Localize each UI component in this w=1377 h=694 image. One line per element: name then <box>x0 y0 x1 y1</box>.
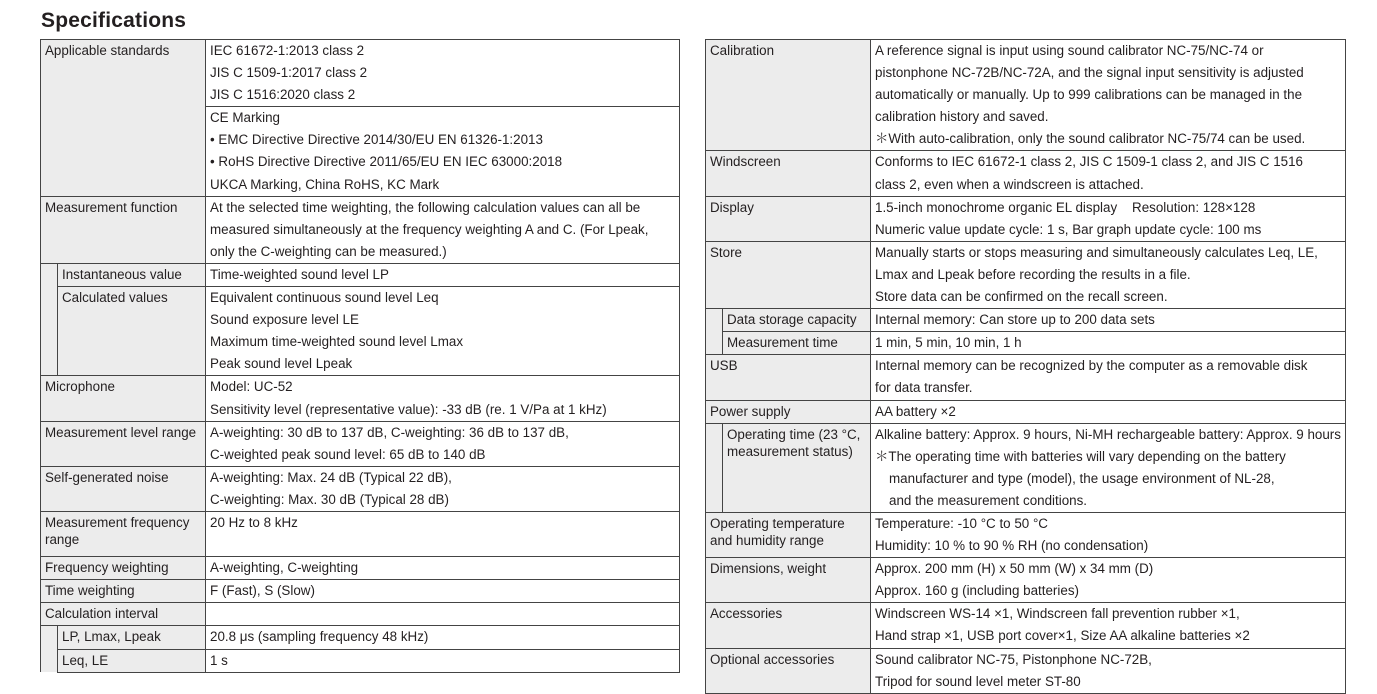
spec-row-display <box>706 196 1346 241</box>
spec-value-line: Temperature: -10 °C to 50 °C <box>875 515 1048 531</box>
spec-row-calculated-values <box>41 287 680 376</box>
spec-value-line: automatically or manually. Up to 999 calibrations can be managed in the <box>875 87 1303 103</box>
indent-spacer <box>41 263 58 375</box>
spec-value-line: Humidity: 10 % to 90 % RH (no condensation) <box>875 538 1149 554</box>
spec-label: Display <box>706 196 871 241</box>
spec-value-line: Conforms to IEC 61672-1 class 2, JIS C 1509-1 class 2, and JIS C 1516 <box>875 154 1303 170</box>
spec-value <box>871 423 1346 512</box>
spec-value <box>206 421 680 466</box>
spec-label: Accessories <box>706 603 871 648</box>
spec-value-line: A reference signal is input using sound calibrator NC-75/NC-74 or <box>875 43 1264 58</box>
spec-sublabel: Measurement time <box>723 332 871 355</box>
spec-value-line: A-weighting, C-weighting <box>210 560 359 576</box>
indent-spacer <box>706 423 723 512</box>
spec-value <box>871 309 1346 332</box>
spec-label: Measurement level range <box>41 421 206 466</box>
spec-value-line: Approx. 200 mm (H) x 50 mm (W) x 34 mm (D) <box>875 561 1154 577</box>
spec-value-line: only the C-weighting can be measured.) <box>210 243 447 259</box>
spec-row-interval-leq-le <box>41 649 680 672</box>
specifications-table-left <box>40 39 680 673</box>
spec-value-line: Internal memory can be recognized by the computer as a removable disk <box>875 358 1308 374</box>
spec-value-line: pistonphone NC-72B/NC-72A, and the signal input sensitivity is adjusted <box>875 65 1304 81</box>
spec-value-line: Equivalent continuous sound level Leq <box>210 290 439 306</box>
spec-value-line: 20 Hz to 8 kHz <box>210 514 298 530</box>
spec-row-operating-time <box>706 423 1346 512</box>
spec-value-line: ＊With auto-calibration, only the sound calibrator NC-75/74 can be used. <box>875 131 1306 147</box>
spec-value-line: At the selected time weighting, the following calculation values can all be <box>210 199 641 215</box>
spec-value-line: manufacturer and type (model), the usage environment of NL-28, <box>889 470 1275 486</box>
spec-label: Applicable standards <box>41 40 206 197</box>
spec-value-line: A-weighting: 30 dB to 137 dB, C-weighting: 36 dB to 137 dB, <box>210 424 569 440</box>
spec-row-dimensions-weight <box>706 558 1346 603</box>
indent-spacer <box>41 626 58 672</box>
spec-sublabel: Operating time (23 °C, measurement status) <box>723 423 871 512</box>
spec-value-line: Tripod for sound level meter ST-80 <box>875 673 1081 689</box>
spec-value-line: Peak sound level Lpeak <box>210 356 353 372</box>
spec-value-line: and the measurement conditions. <box>889 492 1088 508</box>
spec-row-calibration <box>706 40 1346 151</box>
spec-value <box>206 649 680 672</box>
indent-spacer <box>706 309 723 355</box>
spec-value <box>206 107 680 196</box>
spec-value <box>206 287 680 376</box>
spec-value-line: 20.8 μs (sampling frequency 48 kHz) <box>210 629 429 645</box>
spec-row-optional-accessories <box>706 648 1346 693</box>
spec-label: Frequency weighting <box>41 557 206 580</box>
spec-value-line: • RoHS Directive Directive 2011/65/EU EN IEC 63000:2018 <box>210 154 563 170</box>
spec-label: Dimensions, weight <box>706 558 871 603</box>
spec-label: Operating temperature and humidity range <box>706 512 871 557</box>
spec-row-operating-temperature <box>706 512 1346 557</box>
spec-label: Windscreen <box>706 151 871 196</box>
spec-label: Microphone <box>41 376 206 421</box>
spec-row-data-storage-capacity <box>706 309 1346 332</box>
spec-value <box>206 580 680 603</box>
spec-row-calculation-interval <box>41 603 680 626</box>
spec-row-instantaneous-value <box>41 263 680 286</box>
spec-value <box>206 40 680 107</box>
spec-value <box>871 558 1346 603</box>
spec-value <box>206 557 680 580</box>
spec-label: Optional accessories <box>706 648 871 693</box>
spec-value <box>871 332 1346 355</box>
spec-label: Measurement frequency range <box>41 511 206 556</box>
spec-value <box>206 603 680 626</box>
spec-label: Calculation interval <box>41 603 206 626</box>
spec-value-line: • EMC Directive Directive 2014/30/EU EN 61326-1:2013 <box>210 132 543 148</box>
spec-value-line: Windscreen WS-14 ×1, Windscreen fall prevention rubber ×1, <box>875 606 1240 622</box>
spec-value <box>206 626 680 649</box>
spec-value-line: Numeric value update cycle: 1 s, Bar graph update cycle: 100 ms <box>875 221 1262 237</box>
spec-value-line: F (Fast), S (Slow) <box>210 583 315 599</box>
spec-value-line: 1 s <box>210 652 228 668</box>
spec-value-line: CE Marking <box>210 110 280 126</box>
spec-value-line: Sound exposure level LE <box>210 312 359 328</box>
spec-value-line: Hand strap ×1, USB port cover×1, Size AA alkaline batteries ×2 <box>875 628 1250 644</box>
page-title: Specifications <box>41 9 187 32</box>
spec-value <box>871 603 1346 648</box>
spec-value <box>206 466 680 511</box>
spec-value <box>206 196 680 263</box>
spec-label: Store <box>706 241 871 308</box>
spec-value-line: 1 min, 5 min, 10 min, 1 h <box>875 335 1022 351</box>
spec-label: Self-generated noise <box>41 466 206 511</box>
spec-value-line: Alkaline battery: Approx. 9 hours, Ni-MH rechargeable battery: Approx. 9 hours <box>875 426 1341 442</box>
spec-value-line: Sound calibrator NC-75, Pistonphone NC-72B, <box>875 651 1152 667</box>
spec-value <box>871 40 1346 151</box>
spec-value-line: Sensitivity level (representative value): -33 dB (re. 1 V/Pa at 1 kHz) <box>210 401 607 417</box>
spec-value-line: Time-weighted sound level LP <box>210 266 389 282</box>
spec-row-windscreen <box>706 151 1346 196</box>
specifications-table-right <box>705 39 1346 694</box>
spec-row-usb <box>706 355 1346 400</box>
spec-label: USB <box>706 355 871 400</box>
spec-row-measurement-frequency-range <box>41 511 680 556</box>
spec-sublabel: Calculated values <box>58 287 206 376</box>
spec-label: Calibration <box>706 40 871 151</box>
spec-sublabel: Leq, LE <box>58 649 206 672</box>
spec-value <box>871 196 1346 241</box>
spec-value <box>871 648 1346 693</box>
spec-label: Power supply <box>706 400 871 423</box>
spec-sublabel: Instantaneous value <box>58 263 206 286</box>
spec-row-measurement-level-range <box>41 421 680 466</box>
spec-row-power-supply <box>706 400 1346 423</box>
spec-row-measurement-time <box>706 332 1346 355</box>
spec-sublabel: LP, Lmax, Lpeak <box>58 626 206 649</box>
spec-value-line: Lmax and Lpeak before recording the results in a file. <box>875 266 1191 282</box>
spec-label: Measurement function <box>41 196 206 263</box>
spec-value <box>871 512 1346 557</box>
spec-value-line: Manually starts or stops measuring and simultaneously calculates Leq, LE, <box>875 244 1318 260</box>
spec-value-line: C-weighting: Max. 30 dB (Typical 28 dB) <box>210 491 449 507</box>
spec-value-line: C-weighted peak sound level: 65 dB to 140 dB <box>210 446 486 462</box>
spec-value <box>871 355 1346 400</box>
spec-value-line: JIS C 1516:2020 class 2 <box>210 87 356 103</box>
spec-value <box>206 263 680 286</box>
spec-value-line: UKCA Marking, China RoHS, KC Mark <box>210 176 440 192</box>
spec-value-line: JIS C 1509-1:2017 class 2 <box>210 65 368 81</box>
spec-value <box>206 511 680 556</box>
spec-value-line: IEC 61672-1:2013 class 2 <box>210 43 365 58</box>
spec-value-line: class 2, even when a windscreen is attached. <box>875 176 1144 192</box>
spec-row-frequency-weighting <box>41 557 680 580</box>
spec-value-line: Store data can be confirmed on the recall screen. <box>875 289 1168 305</box>
spec-sublabel: Data storage capacity <box>723 309 871 332</box>
spec-value-line: for data transfer. <box>875 380 973 396</box>
spec-value <box>871 241 1346 308</box>
spec-row-interval-lp-lmax-lpeak <box>41 626 680 649</box>
spec-value-line: measured simultaneously at the frequency weighting A and C. (For Lpeak, <box>210 221 649 237</box>
spec-value-line: Maximum time-weighted sound level Lmax <box>210 334 464 350</box>
spec-value-line: Approx. 160 g (including batteries) <box>875 583 1079 599</box>
spec-label: Time weighting <box>41 580 206 603</box>
spec-row-accessories <box>706 603 1346 648</box>
spec-value <box>206 376 680 421</box>
spec-value-line: 1.5-inch monochrome organic EL display Resolution: 128×128 <box>875 199 1256 215</box>
spec-value <box>871 400 1346 423</box>
spec-row-store <box>706 241 1346 308</box>
spec-value-line: ＊The operating time with batteries will vary depending on the battery <box>875 448 1286 464</box>
spec-row-microphone <box>41 376 680 421</box>
spec-value-line: A-weighting: Max. 24 dB (Typical 22 dB), <box>210 469 452 485</box>
spec-value-line: Internal memory: Can store up to 200 data sets <box>875 312 1155 328</box>
spec-value <box>871 151 1346 196</box>
spec-value-line: Model: UC-52 <box>210 379 293 395</box>
spec-value-line: calibration history and saved. <box>875 109 1049 125</box>
spec-value-line: AA battery ×2 <box>875 403 956 419</box>
spec-row-time-weighting <box>41 580 680 603</box>
spec-row-applicable-standards <box>41 40 680 107</box>
spec-row-self-generated-noise <box>41 466 680 511</box>
spec-row-measurement-function <box>41 196 680 263</box>
